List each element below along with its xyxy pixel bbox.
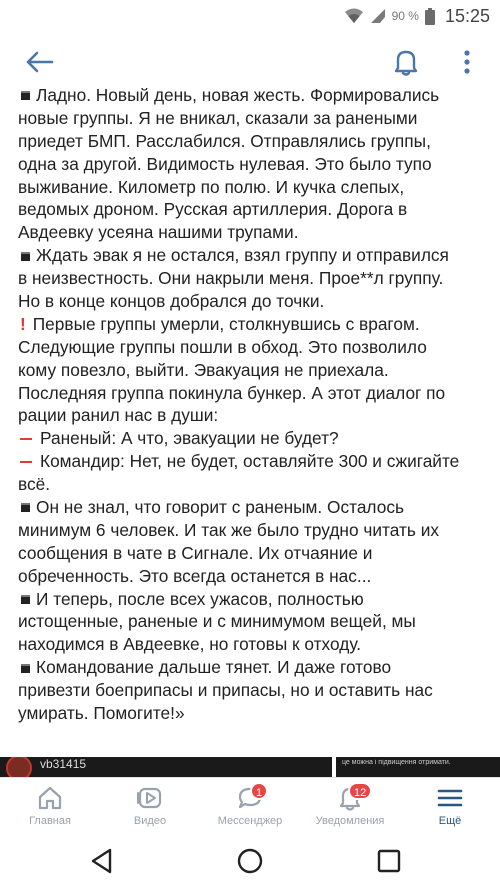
post-line	[18, 359, 488, 382]
battery-icon	[425, 8, 435, 25]
red-dash-icon	[20, 461, 32, 463]
post-text	[18, 86, 488, 725]
nav-back-button[interactable]	[88, 847, 116, 875]
post-line	[18, 588, 488, 611]
post-line	[18, 107, 488, 130]
post-content	[0, 86, 500, 766]
post-line-text: ведомых дроном. Русская артиллерия. Дорога в	[18, 199, 408, 220]
recents-square-icon	[375, 847, 403, 875]
notifications-button[interactable]	[390, 46, 422, 78]
post-line-text: И теперь, после всех ужасов, полностью	[36, 588, 364, 609]
divider	[332, 757, 336, 777]
tab-label: Ещё	[438, 815, 462, 827]
post-line	[18, 221, 488, 244]
preview-caption: це можна і підвищення отримати.	[342, 759, 451, 766]
post-line-text: в неизвестность. Они накрыли меня. Прое**л группу.	[18, 268, 444, 289]
post-line-text: истощенные, раненые и с минимумом вещей, мы	[18, 611, 416, 632]
black-square-icon	[21, 595, 30, 604]
post-line-text: Последняя группа покинула бункер. А этот диалог по	[18, 382, 446, 403]
tab-label: Видео	[133, 815, 167, 827]
status-time: 15:25	[444, 5, 490, 26]
post-line	[18, 404, 488, 427]
post-line	[18, 130, 488, 153]
post-line	[18, 656, 488, 679]
post-line-text: Ждать эвак я не остался, взял группу и отправился	[36, 245, 449, 266]
post-line	[18, 542, 488, 565]
post-line	[18, 473, 488, 496]
back-triangle-icon	[88, 847, 116, 875]
post-line	[18, 496, 488, 519]
tab-home[interactable]	[0, 778, 100, 830]
post-line-text: привезти боеприпасы и припасы, но и оставить нас	[18, 680, 433, 701]
post-line	[18, 336, 488, 359]
tab-label: Уведомления	[315, 815, 385, 827]
post-line	[18, 153, 488, 176]
black-square-icon	[21, 91, 30, 100]
post-line	[18, 86, 488, 107]
nav-home-button[interactable]	[236, 847, 264, 875]
post-line	[18, 565, 488, 588]
next-post-preview[interactable]	[0, 757, 500, 777]
post-line-text: Раненый: А что, эвакуации не будет?	[40, 428, 339, 449]
post-line	[18, 267, 488, 290]
post-line-text: выживание. Километр по полю. И кучка слепых,	[18, 176, 405, 197]
post-line	[18, 450, 488, 473]
home-circle-icon	[236, 847, 264, 875]
post-line	[18, 198, 488, 221]
post-line	[18, 610, 488, 633]
post-line-text: Командование дальше тянет. И даже готово	[36, 657, 392, 678]
post-line	[18, 702, 488, 725]
more-options-button[interactable]	[455, 46, 479, 78]
post-line-text: умирать. Помогите!»	[18, 703, 185, 724]
post-line	[18, 633, 488, 656]
post-line	[18, 519, 488, 542]
tab-notifications[interactable]	[300, 778, 400, 830]
post-line	[18, 244, 488, 267]
post-line	[18, 290, 488, 313]
wifi-icon	[344, 8, 364, 24]
post-line-text: Авдеевку усеяна нашими трупами.	[18, 222, 299, 243]
post-line-text: одна за другой. Видимость нулевая. Это было тупо	[18, 153, 432, 174]
red-dash-icon	[20, 438, 32, 440]
post-line-text: Первые группы умерли, столкнувшись с врагом.	[32, 313, 420, 334]
bell-icon	[390, 46, 422, 78]
post-line-text: кому повезло, выйти. Эвакуация не приехала.	[18, 359, 389, 380]
post-line-text: сообщения в чате в Сигнале. Их отчаяние и	[18, 542, 373, 563]
post-line-text: приедет БМП. Расслабился. Отправлялись группы,	[18, 130, 431, 151]
post-line	[18, 176, 488, 199]
top-bar	[0, 32, 500, 90]
black-square-icon	[21, 252, 30, 261]
tab-label: Главная	[29, 815, 71, 827]
status-indicators	[344, 6, 490, 26]
tab-video[interactable]	[100, 778, 200, 830]
tab-more[interactable]	[400, 778, 500, 830]
exclamation-icon: !	[20, 313, 26, 334]
back-button[interactable]	[24, 48, 56, 76]
tab-label: Мессенджер	[217, 815, 283, 827]
black-square-icon	[21, 664, 30, 673]
author-name[interactable]: vb31415	[40, 757, 87, 771]
battery-percent: 90 %	[391, 9, 419, 23]
home-icon	[36, 784, 64, 812]
post-line-text: новые группы. Я не вникал, сказали за ранеными	[18, 107, 418, 128]
tab-messenger[interactable]	[200, 778, 300, 830]
avatar[interactable]	[6, 757, 32, 777]
signal-icon	[370, 8, 386, 24]
post-line-text: находимся в Авдеевке, но готовы к отходу.	[18, 634, 362, 655]
post-line	[18, 679, 488, 702]
post-line	[18, 313, 488, 336]
arrow-left-icon	[24, 48, 56, 76]
video-icon	[136, 784, 164, 812]
post-line-text: Командир: Нет, не будет, оставляйте 300 и сжигайте	[40, 451, 460, 472]
unread-badge: 1	[250, 782, 268, 800]
post-line-text: Но в конце концов добрался до точки.	[18, 291, 325, 312]
post-line	[18, 427, 488, 450]
system-nav-bar	[0, 829, 500, 889]
post-line-text: Он не знал, что говорит с раненым. Осталось	[36, 497, 404, 518]
more-vertical-icon	[455, 46, 479, 78]
post-line-text: Ладно. Новый день, новая жесть. Формировались	[36, 86, 440, 105]
post-line-text: всё.	[18, 474, 51, 495]
post-line-text: минимум 6 человек. И так же было трудно читать их	[18, 519, 439, 540]
post-line-text: Следующие группы пошли в обход. Это позволило	[18, 336, 427, 357]
post-line-text: обреченность. Это всегда останется в нас...	[18, 565, 372, 586]
post-line-text: рации ранил нас в души:	[18, 405, 219, 426]
nav-recents-button[interactable]	[375, 847, 403, 875]
black-square-icon	[21, 503, 30, 512]
bottom-tab-bar	[0, 777, 500, 830]
menu-icon	[436, 784, 464, 812]
unread-badge: 12	[348, 782, 372, 800]
post-line	[18, 382, 488, 405]
status-bar	[0, 0, 500, 32]
